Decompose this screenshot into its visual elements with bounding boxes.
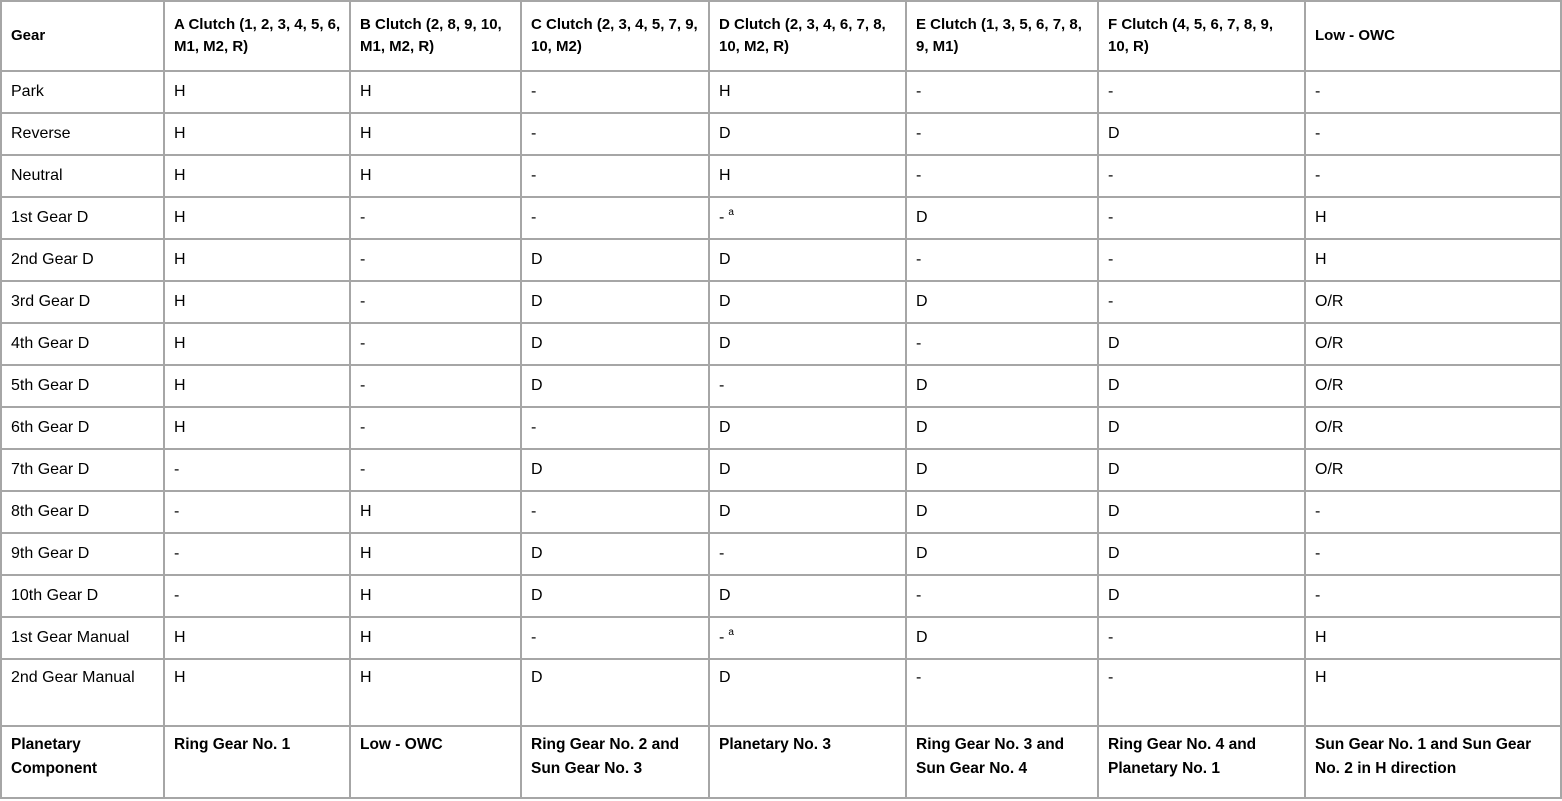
table-cell: - (164, 575, 350, 617)
table-head (1, 1, 1561, 71)
table-cell: - (521, 407, 709, 449)
table-cell: - (1098, 71, 1305, 113)
row-label: Reverse (1, 113, 164, 155)
table-cell: D (906, 491, 1098, 533)
table-row (1, 407, 1561, 449)
row-label: 2nd Gear D (1, 239, 164, 281)
table-cell: - (164, 491, 350, 533)
table-cell: H (164, 197, 350, 239)
table-cell: H (350, 155, 521, 197)
row-label: 3rd Gear D (1, 281, 164, 323)
table-row (1, 491, 1561, 533)
table-cell: Low - OWC (350, 726, 521, 798)
table-cell: - (350, 449, 521, 491)
table-cell: D (709, 113, 906, 155)
row-label: 1st Gear D (1, 197, 164, 239)
table-cell: - (521, 71, 709, 113)
table-cell: D (1098, 491, 1305, 533)
column-header-2: B Clutch (2, 8, 9, 10, M1, M2, R) (350, 1, 521, 71)
table-cell: - (709, 365, 906, 407)
table-cell: D (906, 449, 1098, 491)
table-cell: H (1305, 617, 1561, 659)
table-cell: H (164, 365, 350, 407)
table-cell: Ring Gear No. 4 and Planetary No. 1 (1098, 726, 1305, 798)
row-label: 5th Gear D (1, 365, 164, 407)
table-cell: - (906, 323, 1098, 365)
table-cell: - (350, 281, 521, 323)
table-cell: H (164, 155, 350, 197)
table-cell: H (164, 281, 350, 323)
table-cell: - (1305, 71, 1561, 113)
table-cell: H (709, 155, 906, 197)
table-cell: H (709, 71, 906, 113)
table-cell: - (521, 155, 709, 197)
table-row (1, 323, 1561, 365)
table-cell: D (906, 197, 1098, 239)
column-header-6: F Clutch (4, 5, 6, 7, 8, 9, 10, R) (1098, 1, 1305, 71)
table-cell: H (164, 71, 350, 113)
header-row (1, 1, 1561, 71)
table-row (1, 726, 1561, 798)
table-cell: H (350, 491, 521, 533)
table-cell: Ring Gear No. 2 and Sun Gear No. 3 (521, 726, 709, 798)
table-cell: H (350, 113, 521, 155)
table-cell: - (906, 113, 1098, 155)
table-cell: H (350, 575, 521, 617)
table-cell: D (1098, 449, 1305, 491)
table-cell: D (709, 491, 906, 533)
table-cell: - (350, 197, 521, 239)
table-cell: - (1098, 281, 1305, 323)
column-header-7: Low - OWC (1305, 1, 1561, 71)
table-cell: H (164, 407, 350, 449)
table-cell: D (709, 281, 906, 323)
table-row (1, 281, 1561, 323)
table-cell: - (521, 617, 709, 659)
column-header-gear: Gear (1, 1, 164, 71)
table-row (1, 197, 1561, 239)
table-row (1, 533, 1561, 575)
table-cell: - (906, 71, 1098, 113)
table-cell: D (521, 449, 709, 491)
table-cell: - (521, 491, 709, 533)
table-row (1, 239, 1561, 281)
row-label: 1st Gear Manual (1, 617, 164, 659)
table-cell: O/R (1305, 281, 1561, 323)
table-cell: - (1305, 113, 1561, 155)
table-cell: D (906, 407, 1098, 449)
table-cell: D (709, 449, 906, 491)
row-label: Planetary Component (1, 726, 164, 798)
table-cell: D (709, 575, 906, 617)
table-cell: O/R (1305, 365, 1561, 407)
table-cell: D (709, 407, 906, 449)
table-cell: H (350, 659, 521, 726)
table-cell: D (521, 239, 709, 281)
table-cell: D (1098, 323, 1305, 365)
footnote-marker: a (728, 627, 734, 639)
table-cell: - (709, 533, 906, 575)
table-cell: - (521, 113, 709, 155)
table-cell: - (906, 659, 1098, 726)
table-cell: H (1305, 197, 1561, 239)
table-cell: - (164, 533, 350, 575)
row-label: 10th Gear D (1, 575, 164, 617)
table-cell: - (1305, 575, 1561, 617)
table-cell: H (164, 323, 350, 365)
table-cell: - (350, 239, 521, 281)
table-cell: - (1098, 617, 1305, 659)
table-cell: H (164, 617, 350, 659)
table-body (1, 71, 1561, 798)
table-row (1, 71, 1561, 113)
table-cell: O/R (1305, 449, 1561, 491)
table-row (1, 113, 1561, 155)
table-cell: H (1305, 239, 1561, 281)
table-cell: Sun Gear No. 1 and Sun Gear No. 2 in H direction (1305, 726, 1561, 798)
row-label: 8th Gear D (1, 491, 164, 533)
table-cell: D (709, 239, 906, 281)
table-cell: D (1098, 407, 1305, 449)
table-cell: - (350, 365, 521, 407)
table-cell: D (521, 533, 709, 575)
table-cell: D (906, 617, 1098, 659)
table-cell: O/R (1305, 407, 1561, 449)
table-cell: H (350, 617, 521, 659)
row-label: 9th Gear D (1, 533, 164, 575)
table-cell: D (906, 533, 1098, 575)
row-label: 2nd Gear Manual (1, 659, 164, 726)
table-row (1, 659, 1561, 726)
table-cell: D (521, 659, 709, 726)
table-row (1, 575, 1561, 617)
table-cell: H (350, 533, 521, 575)
table-cell: - (1305, 491, 1561, 533)
table-cell: - (906, 575, 1098, 617)
table-cell: H (164, 659, 350, 726)
column-header-5: E Clutch (1, 3, 5, 6, 7, 8, 9, M1) (906, 1, 1098, 71)
table-cell: D (521, 365, 709, 407)
table-cell: - (1098, 197, 1305, 239)
table-cell: D (521, 575, 709, 617)
table-row (1, 365, 1561, 407)
table-cell: - (350, 407, 521, 449)
row-label: 7th Gear D (1, 449, 164, 491)
table-cell: - (1305, 533, 1561, 575)
table-cell: D (521, 323, 709, 365)
table-cell: H (164, 239, 350, 281)
table-cell: - (1098, 659, 1305, 726)
row-label: 4th Gear D (1, 323, 164, 365)
table-cell: - (164, 449, 350, 491)
table-cell: D (1098, 575, 1305, 617)
table-cell: D (906, 365, 1098, 407)
table-cell: Ring Gear No. 1 (164, 726, 350, 798)
row-label: 6th Gear D (1, 407, 164, 449)
column-header-3: C Clutch (2, 3, 4, 5, 7, 9, 10, M2) (521, 1, 709, 71)
table-cell: - (1098, 239, 1305, 281)
table-cell: D (709, 659, 906, 726)
column-header-4: D Clutch (2, 3, 4, 6, 7, 8, 10, M2, R) (709, 1, 906, 71)
table-cell: D (906, 281, 1098, 323)
table-cell: D (1098, 533, 1305, 575)
table-row (1, 155, 1561, 197)
table-cell: - (906, 155, 1098, 197)
table-cell: - (521, 197, 709, 239)
table-cell: D (1098, 113, 1305, 155)
footnote-marker: a (728, 207, 734, 219)
table-cell: Planetary No. 3 (709, 726, 906, 798)
table-row (1, 617, 1561, 659)
column-header-1: A Clutch (1, 2, 3, 4, 5, 6, M1, M2, R) (164, 1, 350, 71)
table-cell: H (164, 113, 350, 155)
row-label: Park (1, 71, 164, 113)
table-cell: H (350, 71, 521, 113)
table-row (1, 449, 1561, 491)
table-cell: - (350, 323, 521, 365)
table-cell: D (709, 323, 906, 365)
table-cell: - (906, 239, 1098, 281)
table-cell: D (1098, 365, 1305, 407)
table-cell: - (1305, 155, 1561, 197)
table-cell: H (1305, 659, 1561, 726)
table-cell: - $^a$ (709, 617, 906, 659)
table-cell: - (1098, 155, 1305, 197)
table-cell: O/R (1305, 323, 1561, 365)
table-cell: Ring Gear No. 3 and Sun Gear No. 4 (906, 726, 1098, 798)
row-label: Neutral (1, 155, 164, 197)
table-cell: - $^a$ (709, 197, 906, 239)
table-cell: D (521, 281, 709, 323)
